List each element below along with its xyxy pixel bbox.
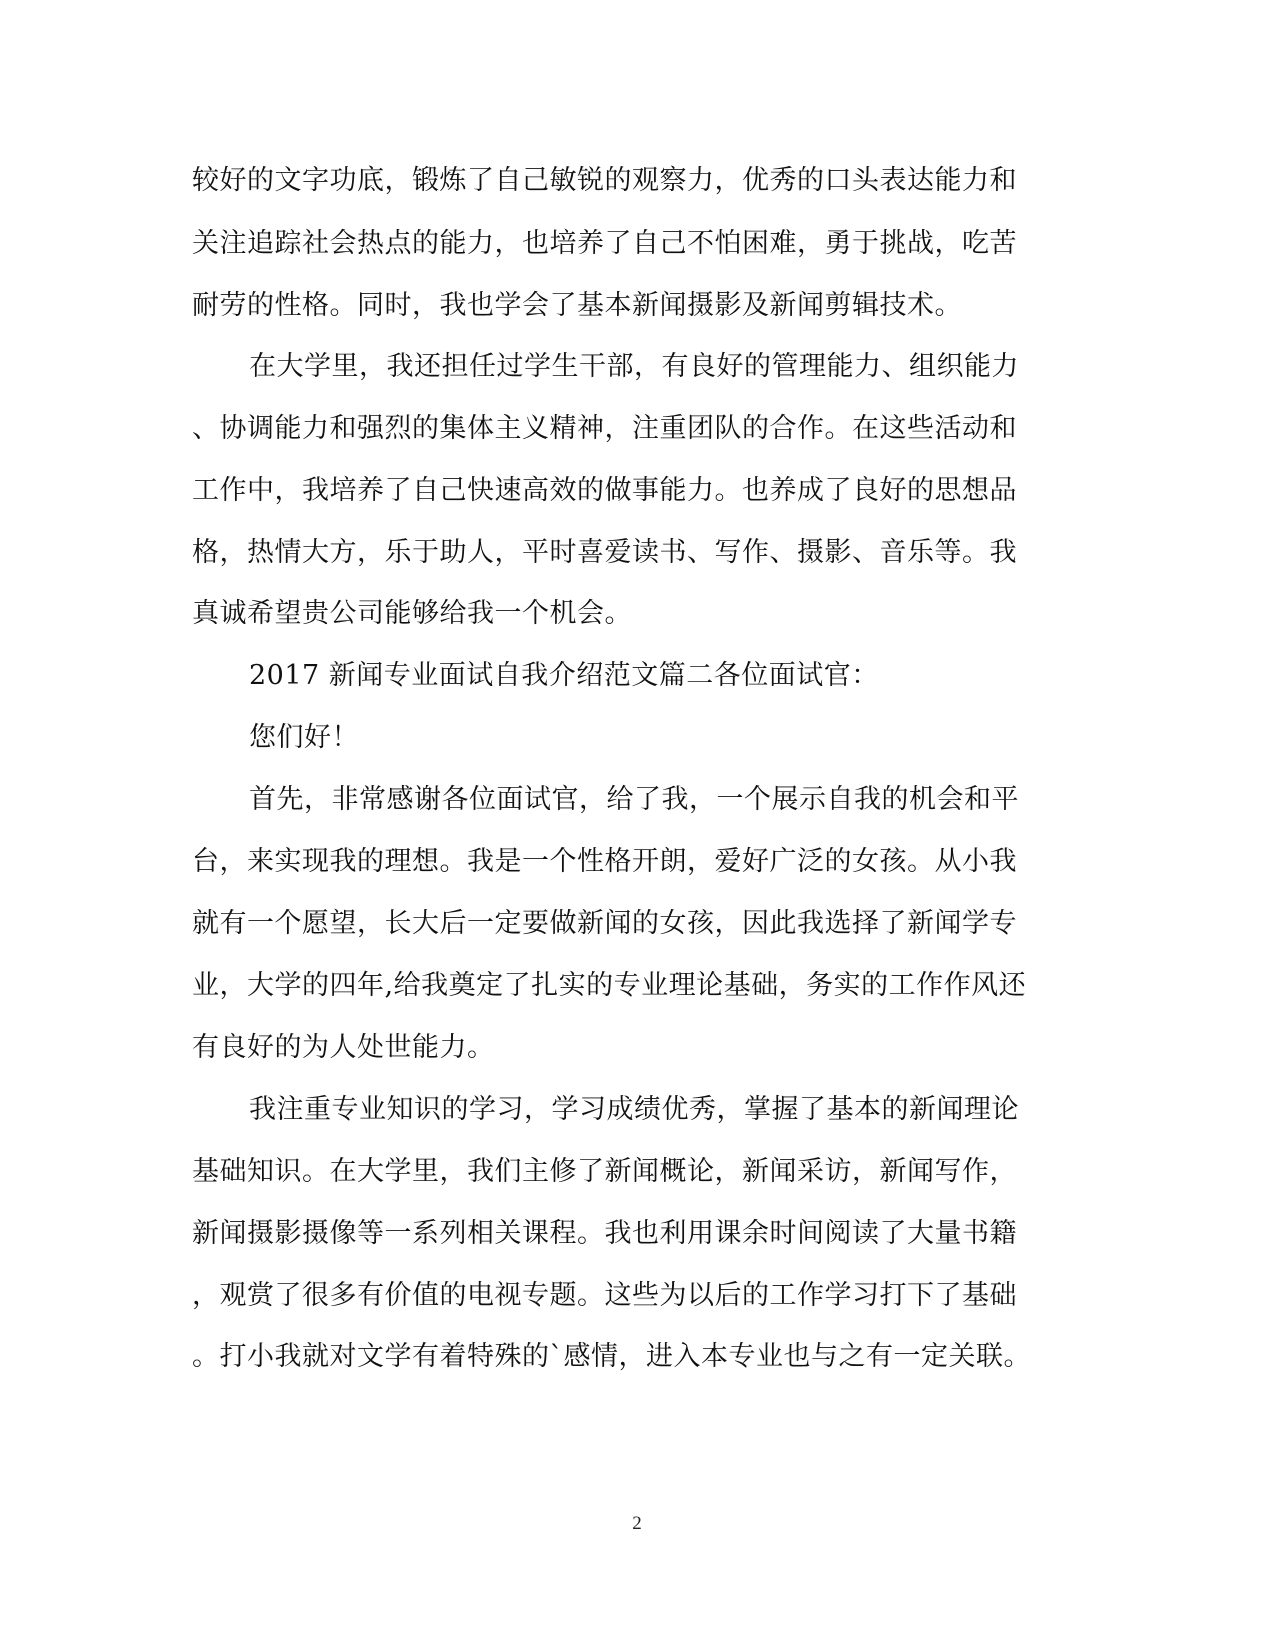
paragraph-start-line: 我注重专业知识的学习，学习成绩优秀，掌握了基本的新闻理论 — [249, 1094, 1019, 1125]
page-number: 2 — [632, 1513, 642, 1534]
text-line: 台，来实现我的理想。我是一个性格开朗，爱好广泛的女孩。从小我 — [192, 846, 1017, 877]
text-line: 较好的文字功底，锻炼了自己敏锐的观察力，优秀的口头表达能力和 — [192, 165, 1017, 196]
greeting-line: 您们好！ — [249, 722, 359, 753]
paragraph-start-line: 在大学里，我还担任过学生干部，有良好的管理能力、组织能力 — [249, 351, 1019, 382]
text-line: 新闻摄影摄像等一系列相关课程。我也利用课余时间阅读了大量书籍 — [192, 1218, 1017, 1249]
text-line: ，观赏了很多有价值的电视专题。这些为以后的工作学习打下了基础 — [192, 1280, 1017, 1311]
text-line: 格，热情大方，乐于助人，平时喜爱读书、写作、摄影、音乐等。我 — [192, 537, 1017, 568]
text-line: 工作中，我培养了自己快速高效的做事能力。也养成了良好的思想品 — [192, 475, 1017, 506]
text-line: 。打小我就对文学有着特殊的`感情，进入本专业也与之有一定关联。 — [192, 1341, 1031, 1372]
text-line: 业，大学的四年,给我奠定了扎实的专业理论基础，务实的工作作风还 — [192, 970, 1027, 1001]
text-line: 、协调能力和强烈的集体主义精神，注重团队的合作。在这些活动和 — [192, 413, 1017, 444]
text-line: 关注追踪社会热点的能力，也培养了自己不怕困难，勇于挑战，吃苦 — [192, 228, 1017, 259]
paragraph-start-line: 首先，非常感谢各位面试官，给了我，一个展示自我的机会和平 — [249, 784, 1019, 815]
text-line: 基础知识。在大学里，我们主修了新闻概论，新闻采访，新闻写作， — [192, 1156, 1017, 1187]
text-line: 就有一个愿望，长大后一定要做新闻的女孩，因此我选择了新闻学专 — [192, 908, 1017, 939]
section-heading-line: 2017 新闻专业面试自我介绍范文篇二各位面试官： — [249, 660, 879, 691]
text-line: 真诚希望贵公司能够给我一个机会。 — [192, 598, 632, 629]
text-line: 耐劳的性格。同时，我也学会了基本新闻摄影及新闻剪辑技术。 — [192, 290, 962, 321]
text-line: 有良好的为人处世能力。 — [192, 1032, 495, 1063]
